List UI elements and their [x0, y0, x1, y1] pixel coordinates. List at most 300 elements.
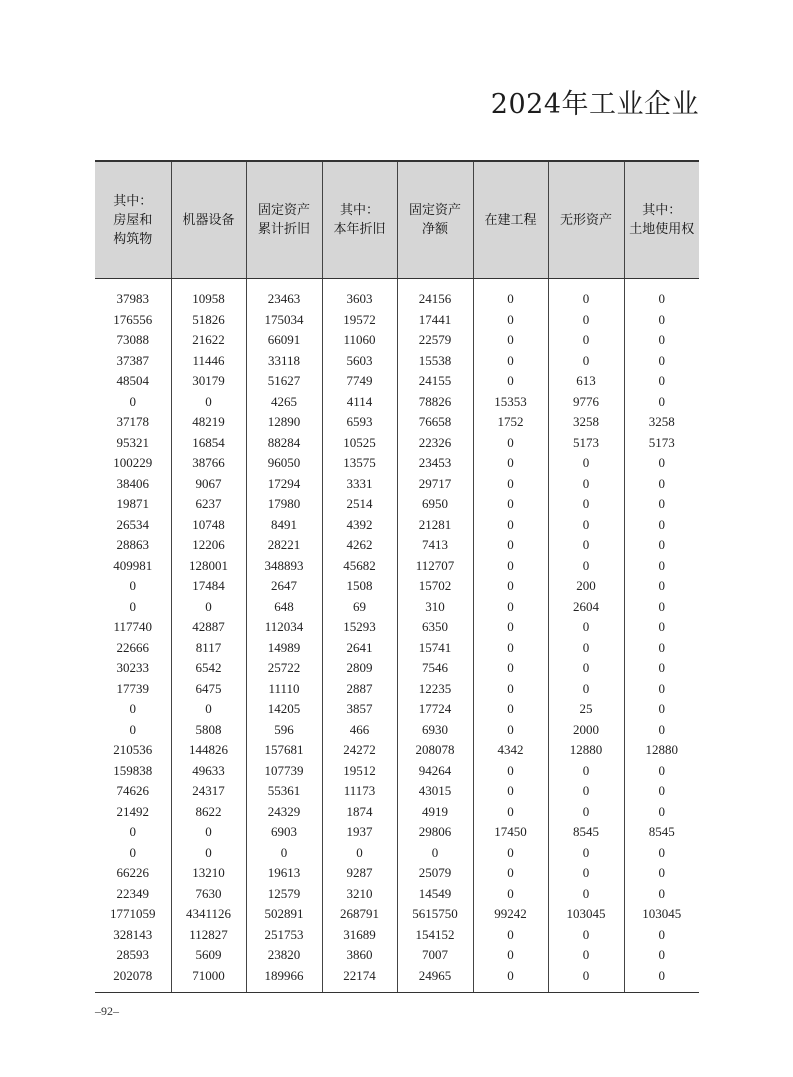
table-cell: 19572: [322, 310, 397, 331]
table-cell: 42887: [171, 617, 246, 638]
table-cell: 12890: [246, 412, 322, 433]
table-cell: 0: [658, 844, 665, 860]
table-cell: 112034: [246, 617, 322, 638]
table-cell: 112827: [171, 925, 246, 946]
table-cell: 3331: [322, 474, 397, 495]
table-cell: 0: [658, 578, 665, 594]
table-cell: 0: [658, 291, 665, 307]
table-cell: 0: [548, 617, 624, 638]
table-cell: 8622: [171, 802, 246, 823]
table-cell: 23463: [246, 279, 322, 310]
table-cell: 9067: [171, 474, 246, 495]
table-cell: 48219: [171, 412, 246, 433]
table-cell: 4392: [322, 515, 397, 536]
column-header-line: 固定资产: [257, 203, 310, 218]
table-cell: 37983: [95, 279, 171, 310]
column-header: [397, 161, 473, 279]
table-cell: 1508: [322, 576, 397, 597]
table-row: [95, 658, 699, 679]
table-cell: 38406: [95, 474, 171, 495]
table-cell: 0: [548, 761, 624, 782]
table-cell: 208078: [397, 740, 473, 761]
table-cell: 0: [658, 926, 665, 942]
table-cell: 0: [548, 515, 624, 536]
table-cell: 24329: [246, 802, 322, 823]
table-cell: 69: [322, 597, 397, 618]
table-row: [95, 925, 699, 946]
table-cell: 10525: [322, 433, 397, 454]
table-cell: 0: [658, 332, 665, 348]
table-cell: 6350: [397, 617, 473, 638]
table-cell: 66226: [95, 863, 171, 884]
table-cell: 11060: [322, 330, 397, 351]
table-cell: 51826: [171, 310, 246, 331]
table-cell: 0: [624, 966, 699, 993]
table-row: [95, 371, 699, 392]
table-cell: 107739: [246, 761, 322, 782]
table-cell: 0: [658, 885, 665, 901]
table-row: [95, 392, 699, 413]
table-cell: 8491: [246, 515, 322, 536]
table-cell: 1752: [473, 412, 548, 433]
table-cell: 3860: [322, 945, 397, 966]
table-header-row: [95, 161, 699, 279]
table-cell: 33118: [246, 351, 322, 372]
table-cell: 0: [658, 865, 665, 881]
table-cell: 14989: [246, 638, 322, 659]
table-cell: 23453: [397, 453, 473, 474]
table-cell: 0: [473, 535, 548, 556]
table-cell: 0: [548, 945, 624, 966]
table-cell: 7546: [397, 658, 473, 679]
table-row: [95, 617, 699, 638]
table-row: [95, 494, 699, 515]
table-cell: 613: [548, 371, 624, 392]
table-cell: 19613: [246, 863, 322, 884]
table-cell: 1937: [322, 822, 397, 843]
table-row: [95, 761, 699, 782]
table-cell: 28863: [95, 535, 171, 556]
table-cell: 310: [397, 597, 473, 618]
table-cell: 144826: [171, 740, 246, 761]
table-row: [95, 556, 699, 577]
table-cell: 25: [548, 699, 624, 720]
table-cell: 0: [473, 310, 548, 331]
table-cell: 5173: [648, 434, 675, 450]
table-cell: 0: [548, 863, 624, 884]
table-cell: 4341126: [171, 904, 246, 925]
table-cell: 37178: [95, 412, 171, 433]
table-cell: 0: [658, 455, 665, 471]
table-row: [95, 679, 699, 700]
table-cell: 0: [473, 556, 548, 577]
table-cell: 159838: [95, 761, 171, 782]
table-cell: 154152: [397, 925, 473, 946]
table-cell: 0: [658, 947, 665, 963]
table-cell: 189966: [246, 966, 322, 993]
table-row: [95, 474, 699, 495]
table-cell: 5603: [322, 351, 397, 372]
table-cell: 0: [171, 843, 246, 864]
table-cell: 22326: [397, 433, 473, 454]
table-cell: 13210: [171, 863, 246, 884]
table-cell: 0: [658, 639, 665, 655]
table-cell: 0: [473, 638, 548, 659]
table-cell: 6593: [322, 412, 397, 433]
table-row: [95, 802, 699, 823]
table-cell: 8117: [171, 638, 246, 659]
table-cell: 348893: [246, 556, 322, 577]
table-cell: 0: [473, 576, 548, 597]
column-header: [473, 161, 548, 279]
table-cell: 103045: [642, 906, 682, 922]
table-cell: 0: [171, 699, 246, 720]
table-cell: 1874: [322, 802, 397, 823]
column-header: [95, 161, 171, 279]
table-row: [95, 884, 699, 905]
table-cell: 95321: [95, 433, 171, 454]
table-cell: 24155: [397, 371, 473, 392]
table-cell: 0: [548, 279, 624, 310]
table-cell: 0: [473, 515, 548, 536]
table-cell: 15353: [473, 392, 548, 413]
table-cell: 3603: [322, 279, 397, 310]
table-cell: 26534: [95, 515, 171, 536]
table-cell: 22579: [397, 330, 473, 351]
table-cell: 30233: [95, 658, 171, 679]
table-cell: 0: [548, 781, 624, 802]
table-cell: 103045: [548, 904, 624, 925]
table-cell: 28221: [246, 535, 322, 556]
table-cell: 22174: [322, 966, 397, 993]
column-header: [548, 161, 624, 279]
table-cell: 0: [548, 556, 624, 577]
table-cell: 3258: [548, 412, 624, 433]
table-cell: 71000: [171, 966, 246, 993]
column-header-line: 其中：: [642, 203, 682, 218]
column-header: [624, 161, 699, 279]
table-cell: 5808: [171, 720, 246, 741]
table-cell: 0: [246, 843, 322, 864]
table-cell: 15702: [397, 576, 473, 597]
table-row: [95, 740, 699, 761]
table-cell: 0: [473, 494, 548, 515]
table-row: [95, 699, 699, 720]
table-row: [95, 351, 699, 372]
table-cell: 0: [473, 843, 548, 864]
table-cell: 3258: [648, 414, 675, 430]
table-row: [95, 638, 699, 659]
table-cell: 7413: [397, 535, 473, 556]
table-cell: 21622: [171, 330, 246, 351]
table-cell: 0: [473, 699, 548, 720]
table-cell: 3857: [322, 699, 397, 720]
table-cell: 74626: [95, 781, 171, 802]
table-cell: 17484: [171, 576, 246, 597]
table-row: [95, 515, 699, 536]
table-cell: 24317: [171, 781, 246, 802]
column-header-line: 固定资产: [408, 203, 461, 218]
table-cell: 0: [548, 925, 624, 946]
table-cell: 0: [548, 453, 624, 474]
table-cell: 0: [95, 597, 171, 618]
table-cell: 16854: [171, 433, 246, 454]
table-cell: 78826: [397, 392, 473, 413]
table-cell: 7749: [322, 371, 397, 392]
table-cell: 0: [658, 721, 665, 737]
table-cell: 112707: [397, 556, 473, 577]
table-cell: 2604: [548, 597, 624, 618]
table-cell: 0: [473, 597, 548, 618]
table-cell: 0: [658, 496, 665, 512]
table-cell: 0: [548, 474, 624, 495]
table-cell: 94264: [397, 761, 473, 782]
table-row: [95, 843, 699, 864]
table-cell: 19512: [322, 761, 397, 782]
table-row: [95, 966, 699, 993]
table-cell: 12206: [171, 535, 246, 556]
table-cell: 0: [658, 803, 665, 819]
table-cell: 29717: [397, 474, 473, 495]
table-body: [95, 279, 699, 993]
table-cell: 2000: [548, 720, 624, 741]
table-cell: 6903: [246, 822, 322, 843]
table-cell: 0: [473, 945, 548, 966]
table-cell: 17739: [95, 679, 171, 700]
table-cell: 0: [473, 966, 548, 993]
table-cell: 328143: [95, 925, 171, 946]
table-cell: 210536: [95, 740, 171, 761]
page-number: –92–: [95, 1004, 119, 1018]
table-cell: 157681: [246, 740, 322, 761]
table-cell: 6475: [171, 679, 246, 700]
table-cell: 268791: [322, 904, 397, 925]
table-cell: 0: [473, 433, 548, 454]
table-cell: 0: [548, 802, 624, 823]
table-cell: 38766: [171, 453, 246, 474]
table-cell: 0: [658, 516, 665, 532]
table-row: [95, 279, 699, 310]
table-cell: 0: [548, 330, 624, 351]
column-header-line: 其中：: [339, 203, 379, 218]
table-cell: 24965: [397, 966, 473, 993]
table-cell: 0: [473, 351, 548, 372]
table-cell: 409981: [95, 556, 171, 577]
table-cell: 596: [246, 720, 322, 741]
table-cell: 7007: [397, 945, 473, 966]
table-cell: 12579: [246, 884, 322, 905]
table-cell: 17450: [473, 822, 548, 843]
table-cell: 0: [473, 279, 548, 310]
table-cell: 8545: [548, 822, 624, 843]
table-cell: 0: [548, 884, 624, 905]
table-cell: 648: [246, 597, 322, 618]
table-cell: 7630: [171, 884, 246, 905]
table-cell: 100229: [95, 453, 171, 474]
table-cell: 0: [473, 330, 548, 351]
table-cell: 0: [658, 352, 665, 368]
table-cell: 0: [95, 576, 171, 597]
table-cell: 13575: [322, 453, 397, 474]
column-header: [322, 161, 397, 279]
table-cell: 2809: [322, 658, 397, 679]
table-cell: 5609: [171, 945, 246, 966]
table-cell: 128001: [171, 556, 246, 577]
table-cell: 5173: [548, 433, 624, 454]
column-header-line: 机器设备: [182, 212, 235, 228]
table-cell: 17724: [397, 699, 473, 720]
table-cell: 6950: [397, 494, 473, 515]
table-cell: 202078: [95, 966, 171, 993]
column-header-line: 累计折旧: [257, 222, 310, 237]
table-cell: 0: [658, 660, 665, 676]
table-cell: 0: [95, 822, 171, 843]
table-cell: 6542: [171, 658, 246, 679]
table-cell: 0: [548, 966, 624, 993]
table-row: [95, 822, 699, 843]
table-cell: 49633: [171, 761, 246, 782]
table-cell: 12235: [397, 679, 473, 700]
table-cell: 0: [548, 351, 624, 372]
table-cell: 0: [658, 783, 665, 799]
table-cell: 0: [658, 475, 665, 491]
table-cell: 0: [473, 925, 548, 946]
table-cell: 0: [548, 535, 624, 556]
table-cell: 0: [658, 762, 665, 778]
table-cell: 2641: [322, 638, 397, 659]
table-row: [95, 945, 699, 966]
table-cell: 73088: [95, 330, 171, 351]
table-cell: 117740: [95, 617, 171, 638]
table-cell: 4342: [473, 740, 548, 761]
table-row: [95, 781, 699, 802]
column-header-line: 房屋和: [113, 212, 153, 228]
table-cell: 0: [658, 680, 665, 696]
table-cell: 175034: [246, 310, 322, 331]
table-cell: 0: [658, 311, 665, 327]
table-cell: 21492: [95, 802, 171, 823]
table-cell: 12880: [548, 740, 624, 761]
table-cell: 15538: [397, 351, 473, 372]
table-cell: 0: [548, 679, 624, 700]
table-row: [95, 310, 699, 331]
table-cell: 29806: [397, 822, 473, 843]
table-cell: 51627: [246, 371, 322, 392]
table-cell: 30179: [171, 371, 246, 392]
table-cell: 0: [473, 720, 548, 741]
table-cell: 0: [473, 617, 548, 638]
table-cell: 28593: [95, 945, 171, 966]
table-cell: 2514: [322, 494, 397, 515]
table-cell: 0: [95, 392, 171, 413]
column-header-line: 构筑物: [113, 231, 153, 247]
table-cell: 11110: [246, 679, 322, 700]
table-cell: 17294: [246, 474, 322, 495]
table-cell: 0: [473, 781, 548, 802]
table-cell: 0: [658, 598, 665, 614]
table-row: [95, 330, 699, 351]
statistics-table: [95, 160, 699, 993]
table-cell: 6930: [397, 720, 473, 741]
column-header-line: 土地使用权: [629, 222, 695, 237]
table-cell: 9287: [322, 863, 397, 884]
table-cell: 25079: [397, 863, 473, 884]
table-cell: 176556: [95, 310, 171, 331]
table-cell: 0: [658, 557, 665, 573]
table-cell: 0: [473, 863, 548, 884]
table-cell: 5615750: [397, 904, 473, 925]
column-header-line: 本年折旧: [333, 222, 386, 237]
column-header: [246, 161, 322, 279]
table-cell: 2887: [322, 679, 397, 700]
table-cell: 45682: [322, 556, 397, 577]
table-cell: 0: [473, 802, 548, 823]
table-cell: 0: [171, 597, 246, 618]
table-cell: 55361: [246, 781, 322, 802]
table-cell: 14205: [246, 699, 322, 720]
table-cell: 19871: [95, 494, 171, 515]
table-cell: 0: [548, 843, 624, 864]
table-cell: 43015: [397, 781, 473, 802]
page-title: 2024年工业企业: [490, 89, 699, 120]
table-cell: 0: [548, 494, 624, 515]
table-cell: 0: [322, 843, 397, 864]
column-header: [171, 161, 246, 279]
table-cell: 0: [658, 537, 665, 553]
column-header-line: 无形资产: [559, 212, 612, 228]
table-cell: 0: [473, 679, 548, 700]
table-cell: 10748: [171, 515, 246, 536]
table-cell: 11173: [322, 781, 397, 802]
table-cell: 11446: [171, 351, 246, 372]
table-cell: 22666: [95, 638, 171, 659]
table-cell: 0: [473, 658, 548, 679]
table-cell: 0: [473, 371, 548, 392]
table-cell: 21281: [397, 515, 473, 536]
table-row: [95, 433, 699, 454]
table-cell: 4262: [322, 535, 397, 556]
column-header-line: 净额: [421, 222, 448, 237]
column-header-line: 其中：: [113, 193, 153, 209]
column-header-line: 在建工程: [484, 212, 537, 228]
table-cell: 0: [548, 658, 624, 679]
table-cell: 0: [397, 843, 473, 864]
table-cell: 0: [473, 884, 548, 905]
table-cell: 0: [95, 720, 171, 741]
table-cell: 251753: [246, 925, 322, 946]
table-cell: 0: [95, 699, 171, 720]
table-cell: 66091: [246, 330, 322, 351]
table-cell: 15293: [322, 617, 397, 638]
table-cell: 48504: [95, 371, 171, 392]
table-cell: 8545: [648, 824, 675, 840]
table-cell: 502891: [246, 904, 322, 925]
table-cell: 17980: [246, 494, 322, 515]
table-cell: 0: [548, 310, 624, 331]
table-cell: 88284: [246, 433, 322, 454]
table-cell: 24156: [397, 279, 473, 310]
table-cell: 4265: [246, 392, 322, 413]
table-cell: 6237: [171, 494, 246, 515]
table-cell: 0: [658, 393, 665, 409]
table-cell: 0: [171, 822, 246, 843]
table-row: [95, 863, 699, 884]
table-row: [95, 904, 699, 925]
table-row: [95, 453, 699, 474]
table-cell: 15741: [397, 638, 473, 659]
table-cell: 24272: [322, 740, 397, 761]
table-cell: 3210: [322, 884, 397, 905]
